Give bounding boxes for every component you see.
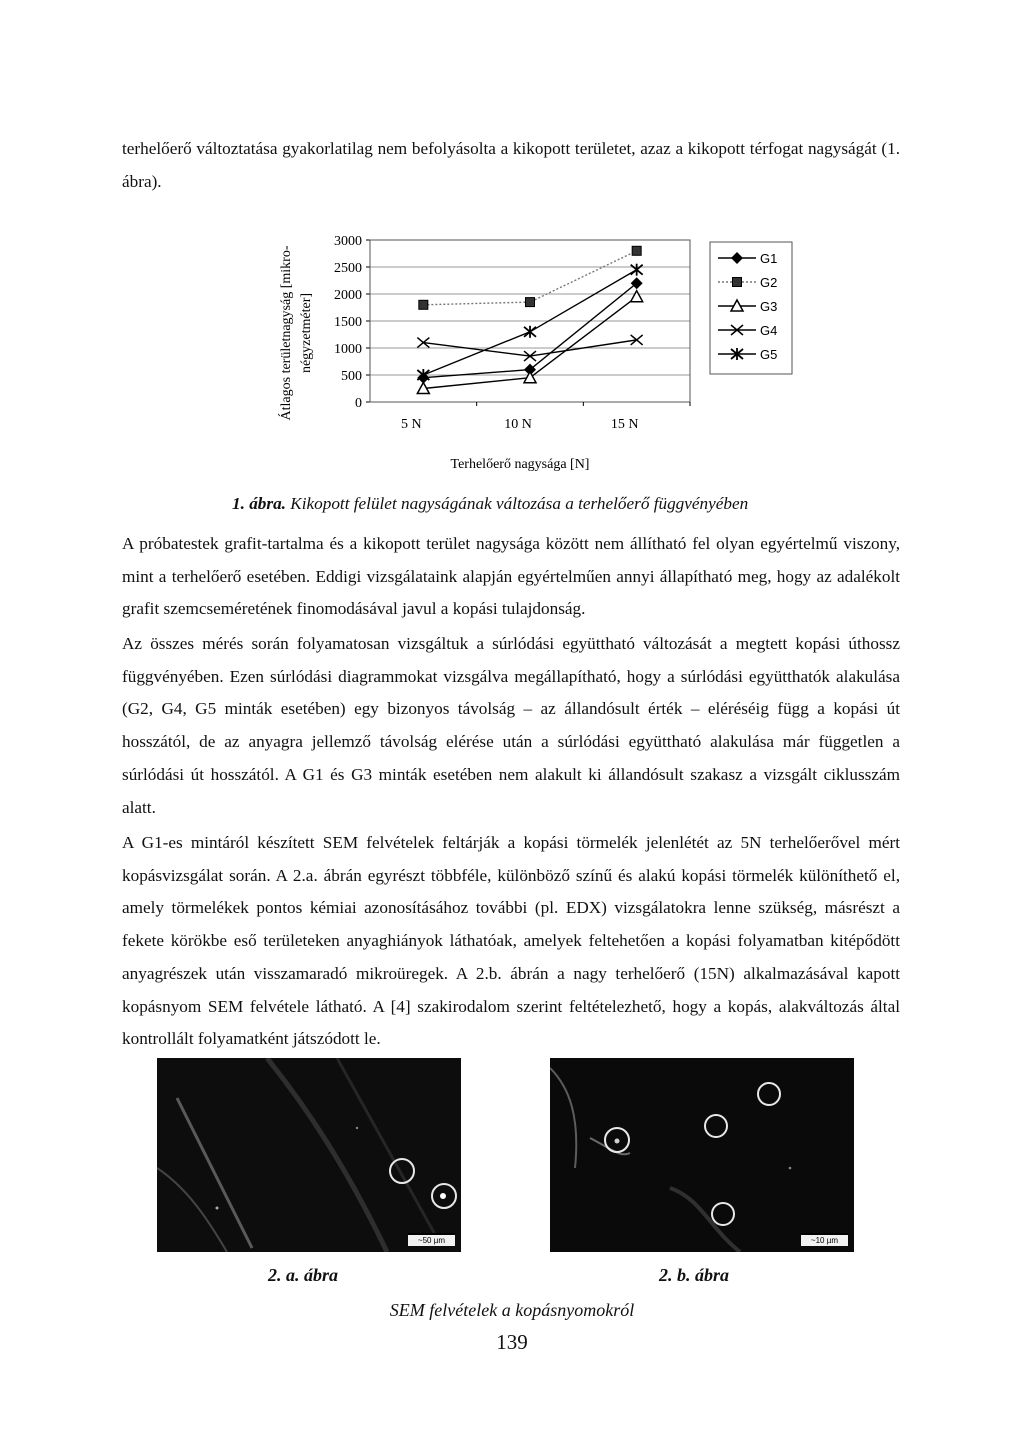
sem-image-a [157, 1058, 461, 1252]
y-tick-label: 2000 [334, 288, 362, 303]
legend-marker-G2 [733, 278, 742, 287]
y-tick-label: 0 [355, 396, 362, 411]
intro-paragraph: terhelőerő változtatása gyakorlatilag nem befolyásolta a kikopott területet, azaz a kikopott térfogat nagyságát (1. ábra). [122, 139, 900, 191]
y-axis-label [277, 245, 314, 420]
x-tick-label: 10 N [504, 417, 532, 432]
y-tick-label: 1500 [334, 315, 362, 330]
figure-1-chart [250, 218, 810, 488]
y-tick-label: 2500 [334, 261, 362, 276]
sem-micrograph-b [550, 1058, 854, 1252]
scale-bar-a: ~50 µm [408, 1233, 455, 1246]
paragraph-2: Az összes mérés során folyamatosan vizsgáltuk a súrlódási együttható változását a megtett kopási úthossz függvényében. Ezen súrlódási diagrammokat vizsgálva megállapítható, hogy a súrlódási együtthatók alakulása (G2, G4, G5 minták esetében) egy bizonyos távolság – az állandósult érték – eléréséig függ a kopási út hosszától, de az anyagra jellemző távolság elérése után a súrlódási együttható alakulása már független a súrlódási út hosszától. A G1 és G3 minták esetében nem alakult ki állandósult szakasz a vizsgált ciklusszám alatt. [122, 634, 900, 817]
legend-label-G2: G2 [760, 275, 778, 290]
x-axis-label: Terhelőerő nagysága [N] [450, 457, 590, 472]
paragraph-3: A G1-es mintáról készített SEM felvételek feltárják a kopási törmelék jelenlétét az 5N terhelőerővel mért kopásvizsgálat során. A 2.a. ábrán egyrészt többféle, különböző színű és alakú kopási törmelék különíthető el, amely törmelékek pontos kémiai azonosításához további (pl. EDX) vizsgálatokra lenne szükség, másrészt a fekete körökbe eső területeken anyaghiányok láthatóak, amelyek feltehetően a kopási folyamatban kitépődött anyagrészek után visszamaradó mikroüregek. A 2.b. ábrán a nagy terhelőerő (15N) alkalmazásával kapott kopásnyom SEM felvétele látható. A [4] szakirodalom szerint feltételezhető, hogy a kopás, alakváltozás által kontrollált folyamatként játszódott le. [122, 833, 900, 1049]
figure-2a-label: 2. a. ábra [268, 1265, 339, 1285]
figure-2b-label: 2. b. ábra [659, 1265, 730, 1285]
series-markers-G2 [419, 246, 641, 309]
legend-label-G3: G3 [760, 299, 778, 314]
paragraph-1: A próbatestek grafit-tartalma és a kikopott terület nagysága között nem állítható fel olyan egyértelmű viszony, mint a terhelőerő esetében. Eddigi vizsgálataink alapján egyértelműen annyi állapítható meg, hogy az adalékolt grafit szemcseméretének finomodásával javul a kopási tulajdonság. [122, 534, 900, 619]
legend-label-G4: G4 [760, 323, 778, 338]
figure-2-caption: SEM felvételek a kopásnyomokról [389, 1300, 635, 1320]
data-point-G2 [526, 298, 535, 307]
line-chart [250, 218, 810, 488]
y-axis-label-line-1: Átlagos területnagyság [mikro- [279, 245, 294, 421]
x-tick-label: 5 N [401, 417, 422, 432]
data-point-G3 [631, 291, 643, 302]
y-tick-label: 3000 [334, 234, 362, 249]
data-point-G3 [524, 372, 536, 383]
page-number: 139 [496, 1330, 528, 1354]
sem-micrograph-a [157, 1058, 461, 1252]
data-point-G2 [632, 246, 641, 255]
figure-1-number: 1. ábra. [232, 494, 286, 513]
figure-1-caption-text: Kikopott felület nagyságának változása a terhelőerő függvényében [290, 494, 749, 513]
legend-marker-G2 [733, 278, 742, 287]
series-line-G5 [423, 270, 636, 375]
legend-label-G1: G1 [760, 251, 778, 266]
data-point-G2 [419, 300, 428, 309]
y-tick-label: 1000 [334, 342, 362, 357]
legend-label-G5: G5 [760, 347, 778, 362]
y-axis-label-line-2: négyzetméter] [299, 292, 314, 374]
x-tick-label: 15 N [610, 417, 639, 432]
y-tick-label: 500 [341, 369, 362, 384]
series-line-G2 [423, 251, 636, 305]
figure-1-caption [232, 494, 792, 514]
scale-bar-b: ~10 µm [801, 1233, 848, 1246]
sem-image-b [550, 1058, 854, 1252]
